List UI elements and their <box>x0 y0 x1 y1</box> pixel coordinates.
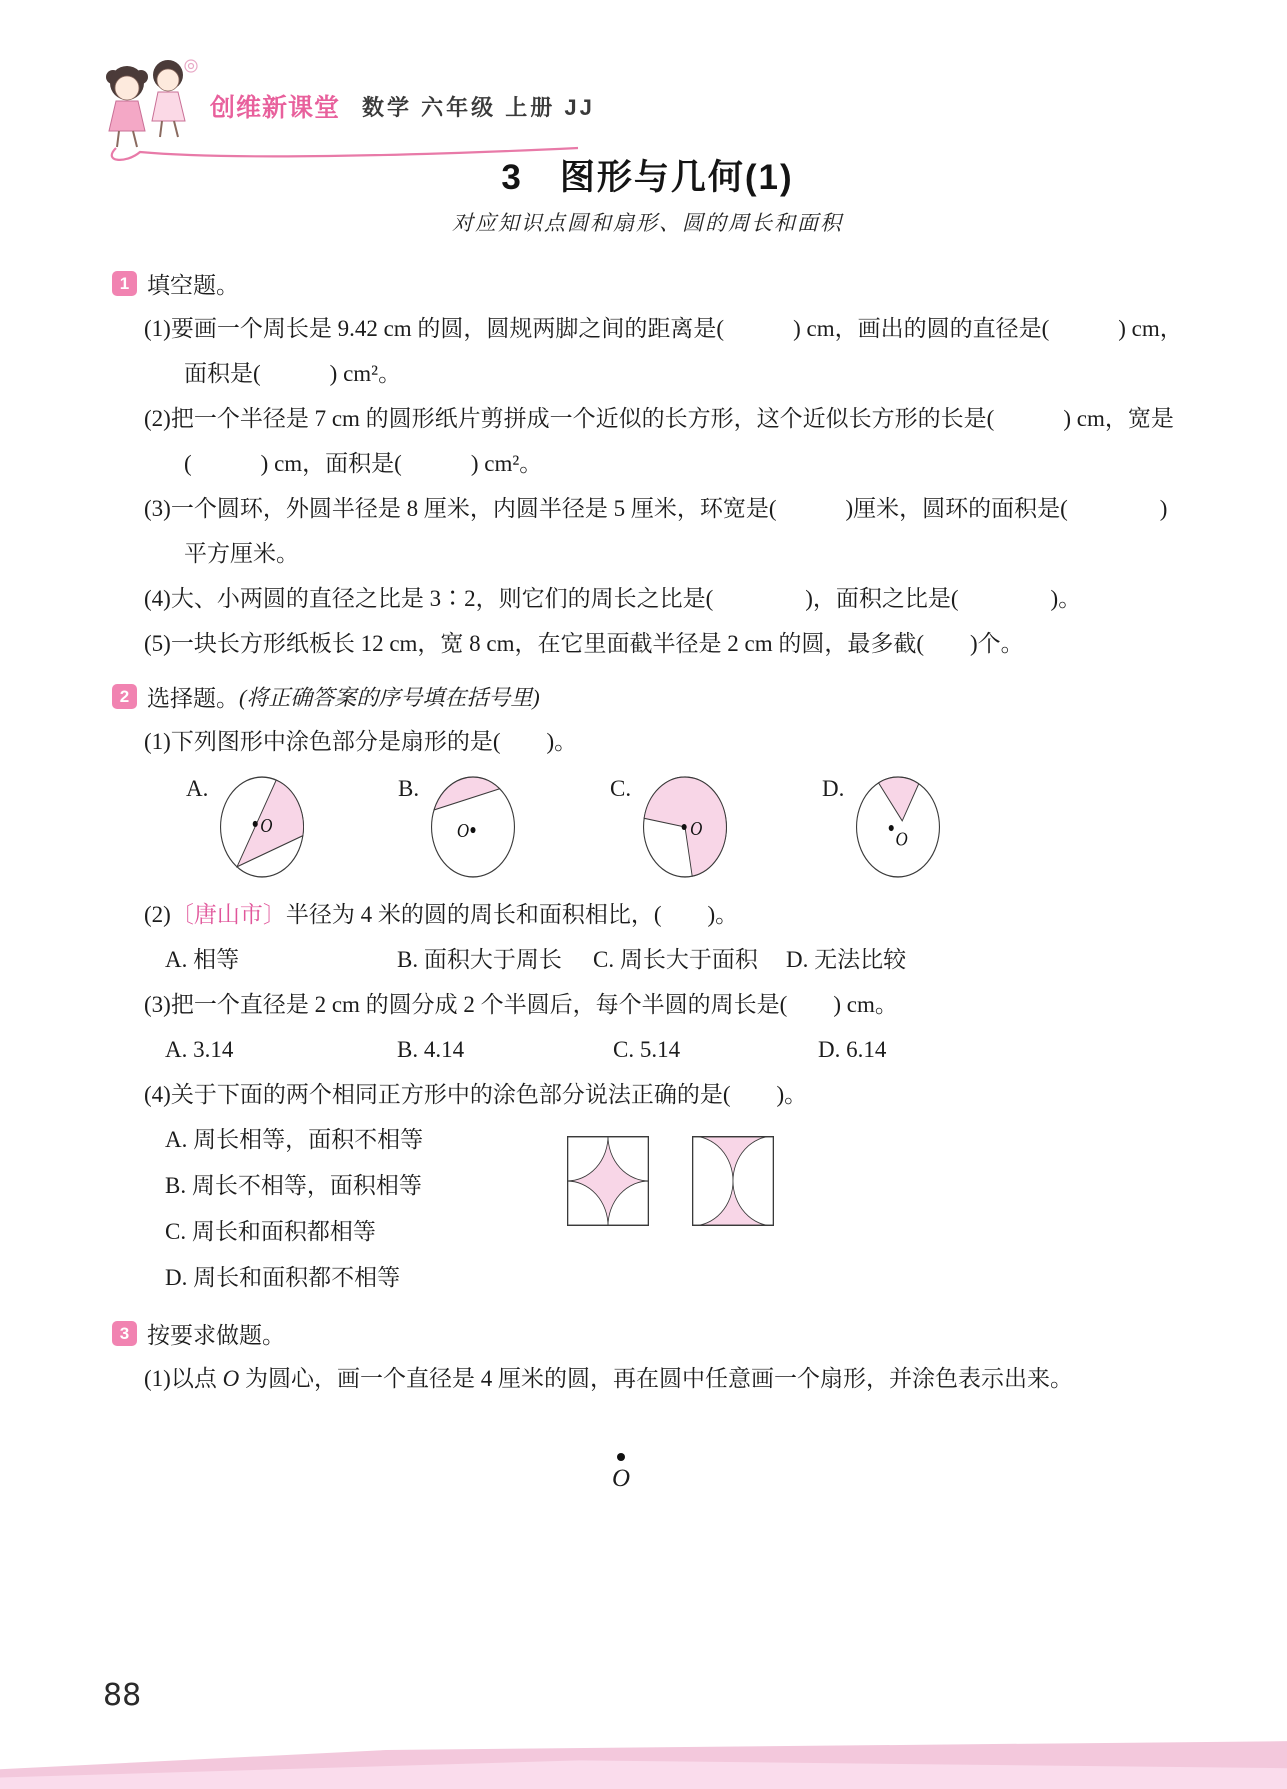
circle-option-a-label: A. <box>186 776 209 801</box>
circle-option-c-label: C. <box>610 776 632 801</box>
worksheet-content <box>112 150 1183 1493</box>
q3-item-prefix: (1)以点 <box>144 1366 223 1391</box>
option-2d: D. 无法比较 <box>786 947 907 972</box>
q1-items <box>112 306 1183 666</box>
circle-option-a <box>186 774 398 880</box>
center-point-dot <box>617 1453 625 1461</box>
q3-number-badge: 3 <box>112 1321 137 1346</box>
q1-number-badge: 1 <box>112 271 137 296</box>
q3-item-text <box>144 1356 1183 1401</box>
circle-diagram-c <box>641 774 729 880</box>
option-2c: C. 周长大于面积 <box>593 947 758 972</box>
option-4b: B. 周长不相等，面积相等 <box>165 1173 422 1198</box>
option-3d: D. 6.14 <box>818 1037 887 1062</box>
q3-item-suffix: 为圆心，画一个直径是 4 厘米的圆，再在圆中任意画一个扇形，并涂色表示出来。 <box>239 1366 1073 1391</box>
choice-item-2-text <box>144 892 1183 937</box>
edition-label: 数学 六年级 上册 JJ <box>362 94 595 120</box>
svg-text:O: O <box>457 819 470 843</box>
fill-item-5: (5)一块长方形纸板长 12 cm，宽 8 cm，在它里面截半径是 2 cm 的圆，最多截( )个。 <box>144 631 1024 656</box>
circle-option-b <box>398 774 610 880</box>
option-4c: C. 周长和面积都相等 <box>165 1219 376 1244</box>
fill-item-2: (2)把一个半径是 7 cm 的圆形纸片剪拼成一个近似的长方形，这个近似长方形的长是( ) cm，宽是( ) cm，面积是( ) cm²。 <box>144 406 1174 476</box>
circle-option-d-label: D. <box>822 776 845 801</box>
q1-label: 填空题。 <box>147 273 239 298</box>
choice-item-2-prefix: (2) <box>144 902 171 927</box>
choice-item-2-options <box>165 937 1183 982</box>
q2-note: (将正确答案的序号填在括号里) <box>239 685 540 710</box>
page-subtitle: 对应知识点圆和扇形、圆的周长和面积 <box>452 211 843 235</box>
option-3a: A. 3.14 <box>165 1037 234 1062</box>
svg-text:O: O <box>690 817 703 841</box>
center-point-label: O <box>611 1465 631 1492</box>
choice-item-4 <box>112 1072 1183 1301</box>
square-diagram-right <box>692 1136 774 1226</box>
page-number: 88 <box>103 1678 142 1713</box>
q3-item-var: O <box>222 1366 240 1391</box>
circle-diagram-d <box>854 774 942 880</box>
q2-label: 选择题。 <box>147 686 239 711</box>
square-diagram-left <box>567 1136 649 1226</box>
q3-label: 按要求做题。 <box>147 1323 285 1348</box>
region-tag: 〔唐山市〕 <box>170 902 286 927</box>
fill-item-3: (3)一个圆环，外圆半径是 8 厘米，内圆半径是 5 厘米，环宽是( )厘米，圆环的面积是( )平方厘米。 <box>144 496 1168 566</box>
choice-item-3-options <box>165 1027 1183 1072</box>
footer-band <box>0 1737 1287 1789</box>
fill-item-1: (1)要画一个周长是 9.42 cm 的圆，圆规两脚之间的距离是( ) cm，画出的圆的直径是( ) cm，面积是( ) cm²。 <box>144 316 1183 386</box>
option-2a: A. 相等 <box>165 947 240 972</box>
option-3b: B. 4.14 <box>397 1037 465 1062</box>
center-point-marker <box>604 1453 638 1493</box>
circle-option-c <box>610 774 822 880</box>
circle-options-row <box>186 774 1183 880</box>
option-4a: A. 周长相等，面积不相等 <box>165 1127 424 1152</box>
circle-option-b-label: B. <box>398 776 420 801</box>
choice-item-1-text: (1)下列图形中涂色部分是扇形的是( )。 <box>144 729 578 754</box>
svg-text:O: O <box>260 814 273 838</box>
q3-header <box>112 1317 1183 1350</box>
page-title: 3 图形与几何(1) <box>501 158 794 197</box>
option-4d: D. 周长和面积都不相等 <box>165 1265 401 1290</box>
option-2b: B. 面积大于周长 <box>397 947 562 972</box>
q2-header <box>112 680 1183 713</box>
square-diagrams <box>567 1136 774 1226</box>
choice-item-4-text: (4)关于下面的两个相同正方形中的涂色部分说法正确的是( )。 <box>144 1082 808 1107</box>
choice-item-2-body: 半径为 4 米的圆的周长和面积相比，( )。 <box>285 902 739 927</box>
brand-name: 创维新课堂 <box>210 94 341 122</box>
circle-diagram-a <box>218 774 306 880</box>
choice-item-3-text: (3)把一个直径是 2 cm 的圆分成 2 个半圆后，每个半圆的周长是( ) cm。 <box>144 992 898 1017</box>
circle-option-d <box>822 774 1183 880</box>
fill-item-4: (4)大、小两圆的直径之比是 3∶2，则它们的周长之比是( )，面积之比是( )。 <box>144 586 1082 611</box>
circle-diagram-b <box>429 774 517 880</box>
svg-text:O: O <box>895 827 909 851</box>
option-3c: C. 5.14 <box>613 1037 681 1062</box>
q2-number-badge: 2 <box>112 684 137 709</box>
q1-header <box>112 267 1183 300</box>
